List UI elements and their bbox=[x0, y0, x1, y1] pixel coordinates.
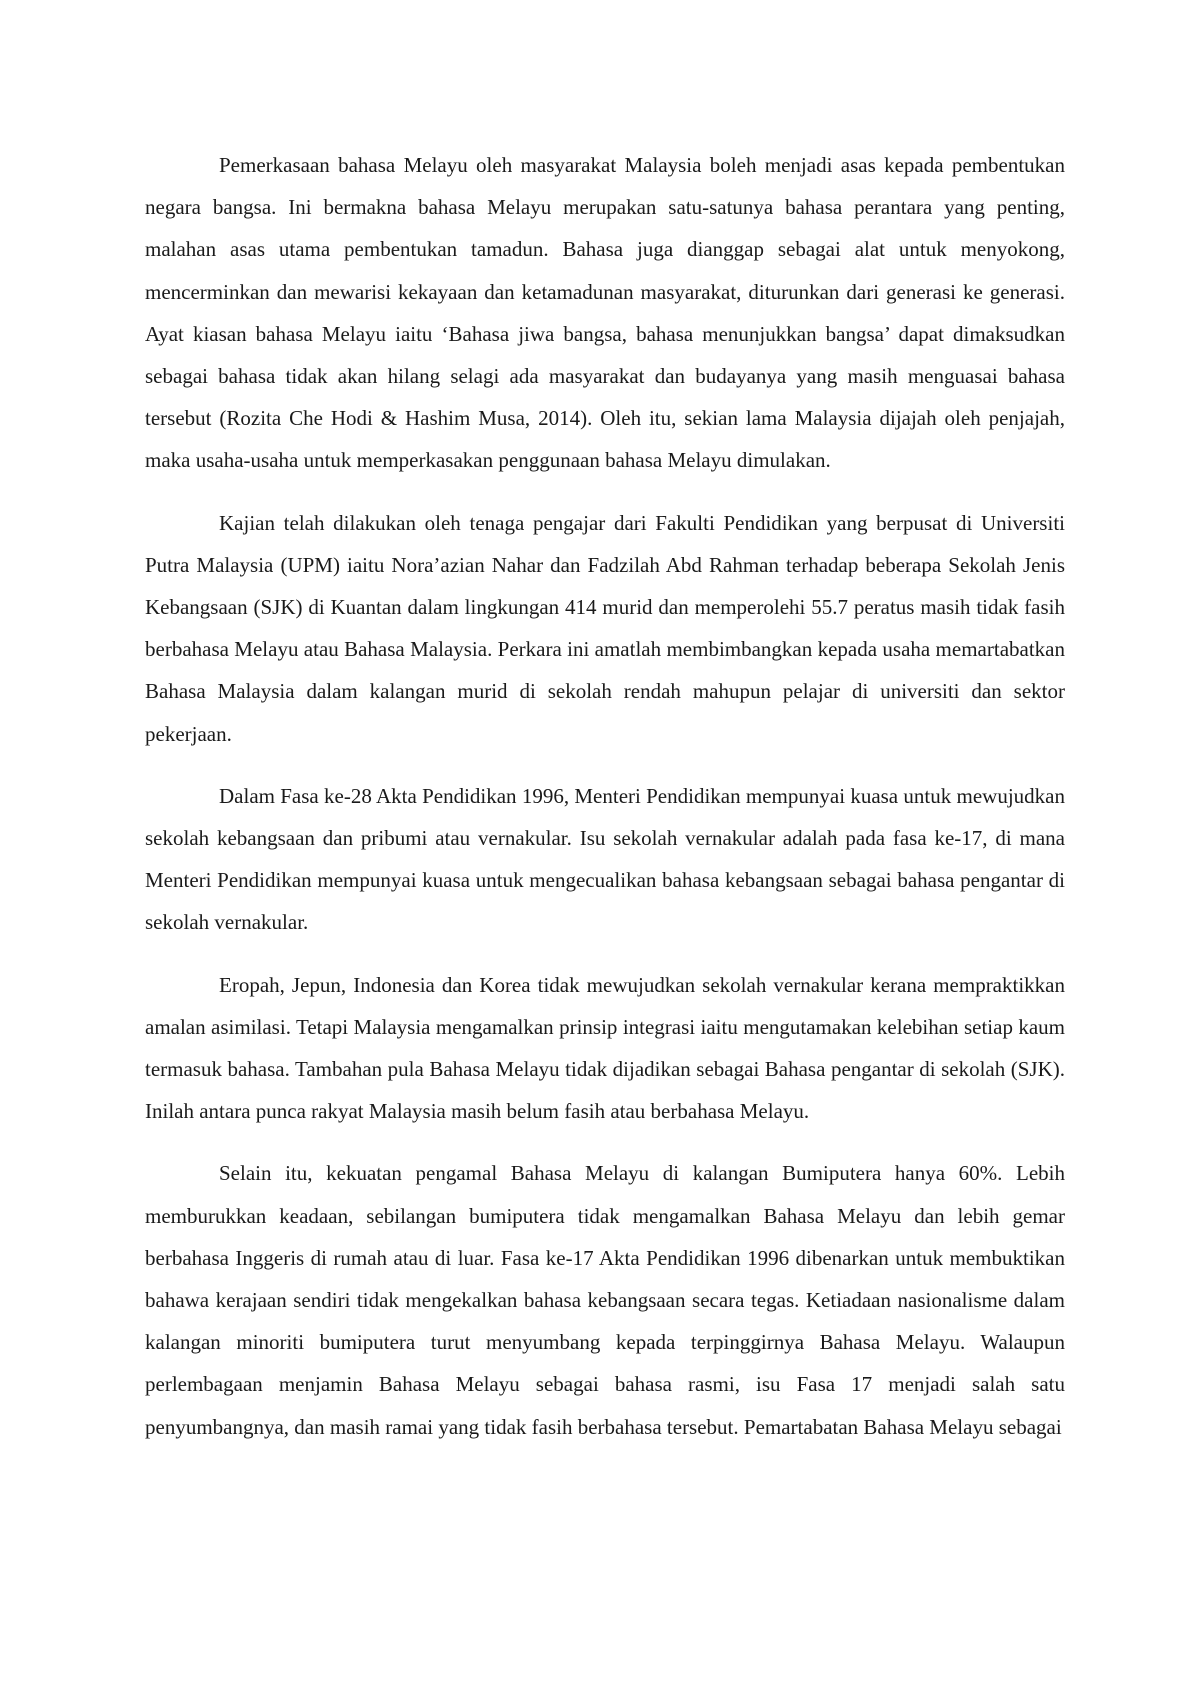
paragraph-4: Eropah, Jepun, Indonesia dan Korea tidak mewujudkan sekolah vernakular kerana mempraktikkan amalan asimilasi. Tetapi Malaysia mengamalkan prinsip integrasi iaitu mengutamakan kelebihan setiap kaum termasuk bahasa. Tambahan pula Bahasa Melayu tidak dijadikan sebagai Bahasa pengantar di sekolah (SJK). Inilah antara punca rakyat Malaysia masih belum fasih atau berbahasa Melayu. bbox=[145, 972, 1065, 1124]
paragraph-2: Kajian telah dilakukan oleh tenaga pengajar dari Fakulti Pendidikan yang berpusat di Universiti Putra Malaysia (UPM) iaitu Nora’azian Nahar dan Fadzilah Abd Rahman terhadap beberapa Sekolah Jenis Kebangsaan (SJK) di Kuantan dalam lingkungan 414 murid dan memperolehi 55.7 peratus masih tidak fasih berbahasa Melayu atau Bahasa Malaysia. Perkara ini amatlah membimbangkan kepada usaha memartabatkan Bahasa Malaysia dalam kalangan murid di sekolah rendah mahupun pelajar di universiti dan sektor pekerjaan. bbox=[145, 510, 1065, 746]
paragraph-3: Dalam Fasa ke-28 Akta Pendidikan 1996, Menteri Pendidikan mempunyai kuasa untuk mewujudkan sekolah kebangsaan dan pribumi atau vernakular. Isu sekolah vernakular adalah pada fasa ke-17, di mana Menteri Pendidikan mempunyai kuasa untuk mengecualikan bahasa kebangsaan sebagai bahasa pengantar di sekolah vernakular. bbox=[145, 783, 1065, 935]
paragraph-1: Pemerkasaan bahasa Melayu oleh masyarakat Malaysia boleh menjadi asas kepada pembentukan negara bangsa. Ini bermakna bahasa Melayu merupakan satu-satunya bahasa perantara yang penting, malahan asas utama pembentukan tamadun. Bahasa juga dianggap sebagai alat untuk menyokong, mencerminkan dan mewarisi kekayaan dan ketamadunan masyarakat, diturunkan dari generasi ke generasi. Ayat kiasan bahasa Melayu iaitu ‘Bahasa jiwa bangsa, bahasa menunjukkan bangsa’ dapat dimaksudkan sebagai bahasa tidak akan hilang selagi ada masyarakat dan budayanya yang masih menguasai bahasa tersebut (Rozita Che Hodi & Hashim Musa, 2014). Oleh itu, sekian lama Malaysia dijajah oleh penjajah, maka usaha-usaha untuk memperkasakan penggunaan bahasa Melayu dimulakan. bbox=[145, 153, 1065, 473]
document-body bbox=[145, 144, 1065, 1448]
paragraph-5: Selain itu, kekuatan pengamal Bahasa Melayu di kalangan Bumiputera hanya 60%. Lebih memburukkan keadaan, sebilangan bumiputera tidak mengamalkan Bahasa Melayu dan lebih gemar berbahasa Inggeris di rumah atau di luar. Fasa ke-17 Akta Pendidikan 1996 dibenarkan untuk membuktikan bahawa kerajaan sendiri tidak mengekalkan bahasa kebangsaan secara tegas. Ketiadaan nasionalisme dalam kalangan minoriti bumiputera turut menyumbang kepada terpinggirnya Bahasa Melayu. Walaupun perlembagaan menjamin Bahasa Melayu sebagai bahasa rasmi, isu Fasa 17 menjadi salah satu penyumbangnya, dan masih ramai yang tidak fasih berbahasa tersebut. Pemartabatan Bahasa Melayu sebagai bbox=[145, 1161, 1065, 1439]
